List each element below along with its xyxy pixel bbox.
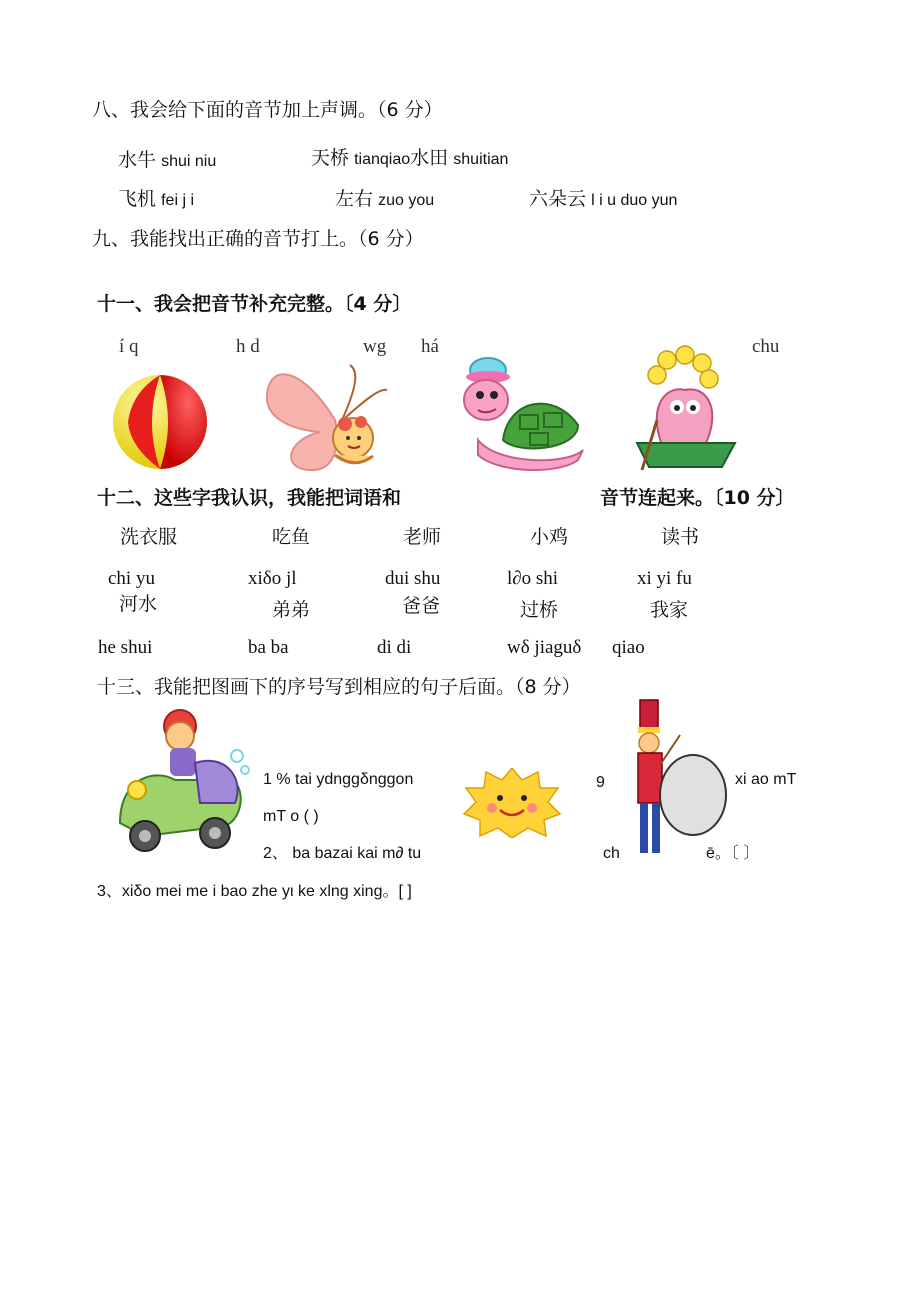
sentence-2-text: 2、 ba bazai kai m∂ tu <box>263 845 422 862</box>
turtle-picture <box>458 355 588 483</box>
word-cn: 老师 <box>403 526 442 548</box>
word-item: 飞机 fei j i <box>118 188 195 210</box>
sentence-1-tail: xi ao mT <box>735 771 797 788</box>
word-cn: 过桥 <box>520 599 559 621</box>
sentence-1-blank: mT o ( ) <box>263 808 319 825</box>
word-py: he shui <box>98 637 153 658</box>
section-8-title: 八、我会给下面的音节加上声调。（6 分） <box>92 99 443 121</box>
syllable-label: wg <box>363 336 387 357</box>
word-item: 六朵云 l i u duo yun <box>529 188 678 210</box>
butterfly-picture <box>265 360 395 478</box>
word-py: xiδo jl <box>248 568 297 589</box>
sentence-3-text: 3、xiδo mei me i bao zhe yι ke xlng xing。[ ] <box>97 883 412 900</box>
sun-picture <box>462 768 562 838</box>
word-py: l∂o shi <box>507 568 559 589</box>
word-py: dui shu <box>385 568 441 589</box>
section-11-title: 十一、我会把音节补充完整。〔4 分〕 <box>97 293 412 315</box>
word-py: qiao <box>612 637 645 658</box>
word-py: ba ba <box>248 637 289 658</box>
word-cn: 洗衣服 <box>120 526 178 548</box>
word-cn: 河水 <box>119 593 158 615</box>
syllable-label: í q <box>119 336 139 357</box>
drummer-picture <box>630 695 730 860</box>
word-cn: 爸爸 <box>402 595 441 617</box>
section-9-title: 九、我能找出正确的音节打上。（6 分） <box>92 228 424 250</box>
section-13-title: 十三、我能把图画下的序号写到相应的句子后面。（8 分） <box>97 676 581 698</box>
scooter-picture <box>115 708 250 858</box>
word-cn: 吃鱼 <box>272 526 311 548</box>
ball-picture <box>110 372 210 472</box>
syllable-label: chu <box>752 336 780 357</box>
word-py: chi yu <box>108 568 155 589</box>
word-py: xi yi fu <box>637 568 692 589</box>
sentence-2-blank: ē。〔 〕 <box>706 845 760 862</box>
word-cn: 弟弟 <box>272 599 311 621</box>
word-item: 水牛 shui niu <box>118 149 217 171</box>
sentence-1-number: 9 <box>596 774 605 791</box>
flower-boat-picture <box>627 345 742 473</box>
syllable-label: há <box>421 336 439 357</box>
word-cn: 小鸡 <box>530 526 569 548</box>
syllable-label: h d <box>236 336 260 357</box>
word-cn: 读书 <box>661 526 700 548</box>
word-item: 左右 zuo you <box>335 188 435 210</box>
word-py: wδ jiaguδ <box>507 637 582 658</box>
word-cn: 我家 <box>650 599 689 621</box>
sentence-2-part: ch <box>603 845 620 862</box>
section-12-title-right: 音节连起来。〔10 分〕 <box>600 487 795 509</box>
word-item: 天桥 tianqiao水田 shuitian <box>311 147 509 169</box>
word-py: di di <box>377 637 412 658</box>
section-12-title-left: 十二、这些字我认识，我能把词语和 <box>97 487 402 509</box>
sentence-1-text: 1 % tai ydnggδnggon <box>263 771 414 788</box>
